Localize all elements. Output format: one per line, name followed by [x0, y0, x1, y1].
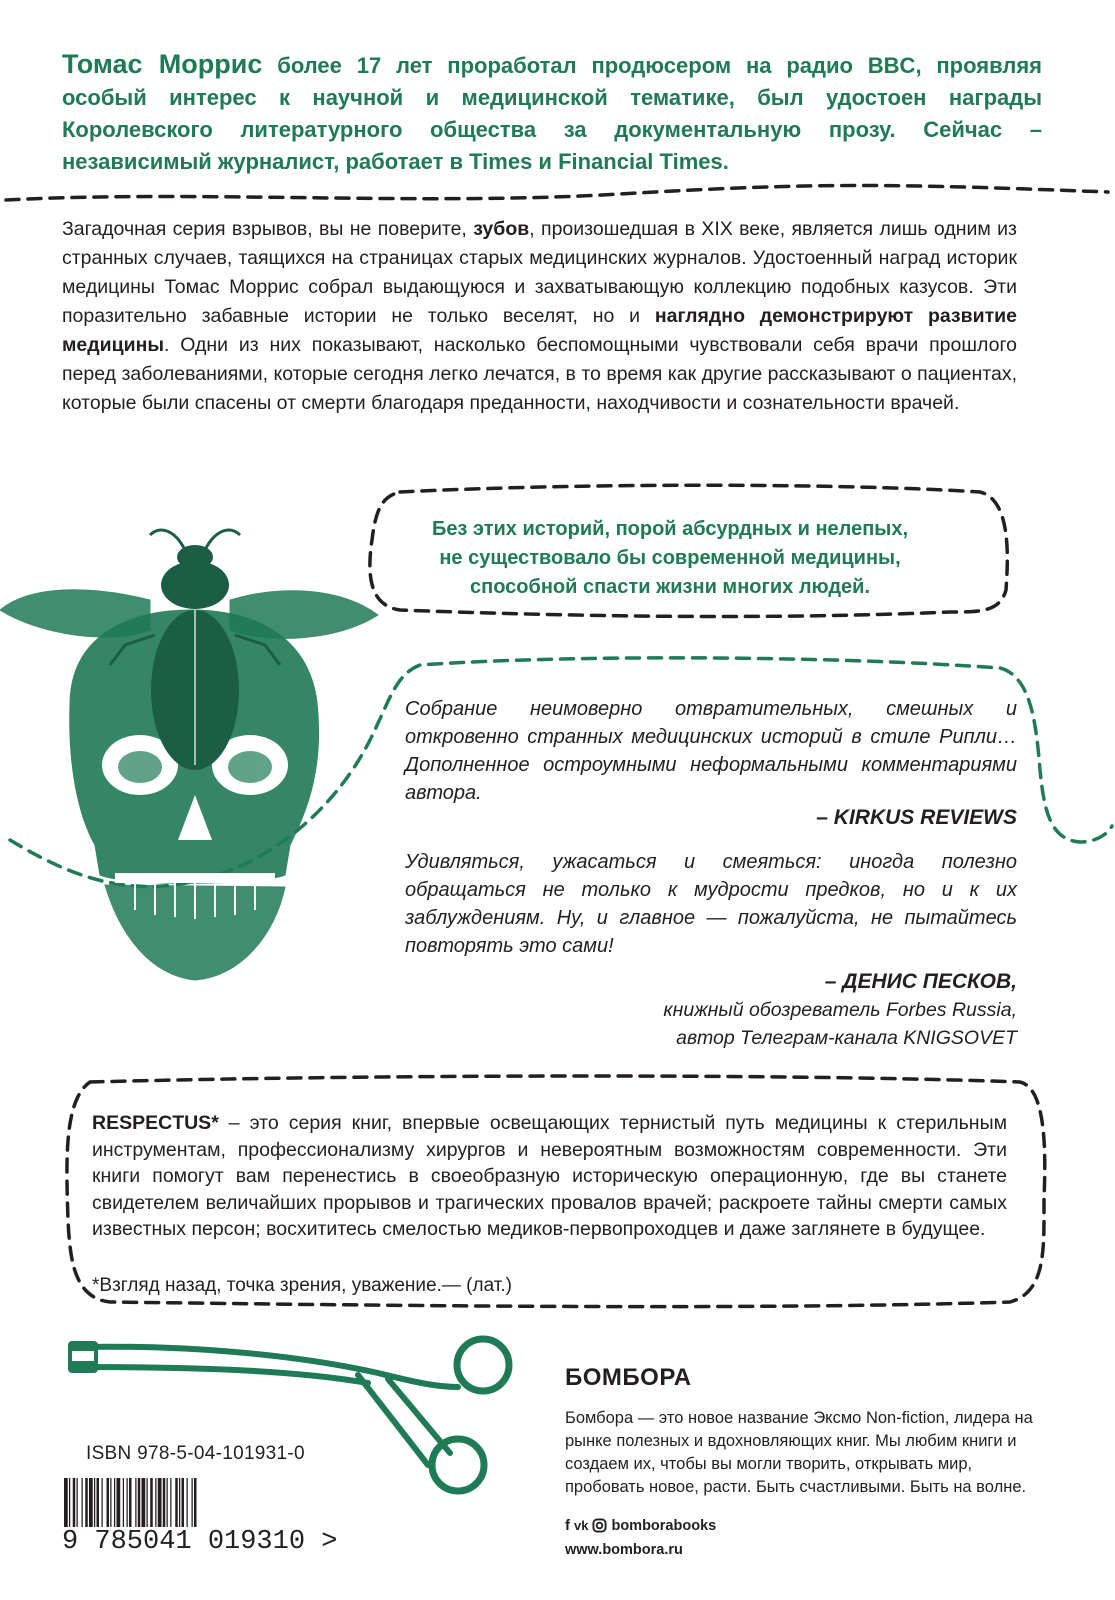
- series-text: – это серия книг, впервые освещающих тернистый путь медицины к стерильным инструментам, профессионализму хирургов и невероятным возможностям современности. Эти книги помогут вам перенестись в своеобразную историческую операционную, где вы станете свидетелем величайших прорывов и трагических провалов врачей; раскроете тайны смерти самых известных персон; восхититесь смелостью медиков-первопроходцев и даже заглянете в будущее.: [92, 1112, 1007, 1240]
- isbn: ISBN 978-5-04-101931-0: [86, 1443, 305, 1464]
- author-bio: [62, 48, 1042, 178]
- barcode-digits: 9 785041 019310 >: [62, 1527, 338, 1557]
- instagram-icon[interactable]: [592, 1518, 607, 1533]
- review-peskov-role-2: автор Телеграм-канала KNIGSOVET: [676, 1027, 1017, 1049]
- series-footnote: *Взгляд назад, точка зрения, уважение.— (лат.): [92, 1275, 512, 1296]
- callout-line-3: способной спасти жизни многих людей.: [469, 576, 871, 598]
- callout-line-1: Без этих историй, порой абсурдных и нелепых,: [431, 518, 909, 540]
- book-description: [62, 215, 1017, 418]
- social-links: [565, 1517, 716, 1534]
- description-part-2: , произошедшая в XIX веке, является лишь одним из странных случаев, таящихся на страницах старых медицинских журналов. Удостоенный наград историк медицины Томас Моррис собрал выдающуюся и захватывающую коллекцию подобных казусов. Эти поразительно забавные истории не только веселят, но и: [62, 218, 1018, 327]
- review-peskov-role-1: книжный обозреватель Forbes Russia,: [663, 999, 1017, 1021]
- review-peskov-quote: Удивляться, ужасаться и смеяться: иногда полезно обращаться не только к мудрости предков, но и к их заблуждениям. Ну, и главное — пожалуйста, не пытайтесь повторять это сами!: [405, 851, 1017, 957]
- publisher-website[interactable]: www.bombora.ru: [565, 1542, 683, 1558]
- social-handle[interactable]: bomborabooks: [611, 1517, 717, 1534]
- publisher-about: Бомбора — это новое название Эксмо Non-fiction, лидера на рынке полезных и вдохновляющих книг. Мы любим книги и создаем их, чтобы вы могли творить, открывать мир, пробовать новое, расти. Быть счастливыми. Быть на волне.: [565, 1409, 1033, 1496]
- review-kirkus-source: – KIRKUS REVIEWS: [816, 806, 1017, 829]
- review-peskov-name: – ДЕНИС ПЕСКОВ,: [824, 970, 1017, 993]
- forceps-illustration: [58, 1325, 538, 1495]
- facebook-icon[interactable]: f: [565, 1517, 570, 1534]
- series-name: RESPECTUS*: [92, 1112, 219, 1134]
- author-name: Томас Моррис: [62, 49, 263, 79]
- review-kirkus-quote: Собрание неимоверно отвратительных, смешных и откровенно странных медицинских историй в стиле Рипли… Дополненное остроумными неформальными комментариями автора.: [405, 698, 1017, 804]
- publisher-name: БОМБОРА: [565, 1364, 692, 1391]
- review-peskov-source: [663, 968, 1017, 1052]
- description-part-1: Загадочная серия взрывов, вы не поверите,: [62, 218, 474, 240]
- description-part-3: . Одни из них показывают, насколько беспомощными чувствовали себя врачи прошлого перед заболеваниями, которые сегодня легко лечатся, в то время как другие рассказывают о пациентах, которые были спасены от смерти благодаря преданности, находчивости и сознательности врачей.: [62, 334, 1017, 414]
- beetle-skull-illustration: [0, 515, 380, 1005]
- vk-icon[interactable]: vk: [574, 1518, 589, 1533]
- series-description: [92, 1110, 1007, 1243]
- description-bold-1: зубов: [473, 218, 530, 240]
- callout-line-2: не существовало бы современной медицины,: [439, 547, 901, 569]
- author-bio-text: более 17 лет проработал продюсером на радио BBC, проявляя особый интерес к научной и медицинской тематике, был удостоен награды Королевского литературного общества за документальную прозу. Сейчас – независимый журналист, работает в Times и Financial Times.: [62, 53, 1042, 174]
- callout-quote: [380, 515, 960, 602]
- description-bold-2: наглядно демонстрируют развитие медицины: [62, 305, 1017, 356]
